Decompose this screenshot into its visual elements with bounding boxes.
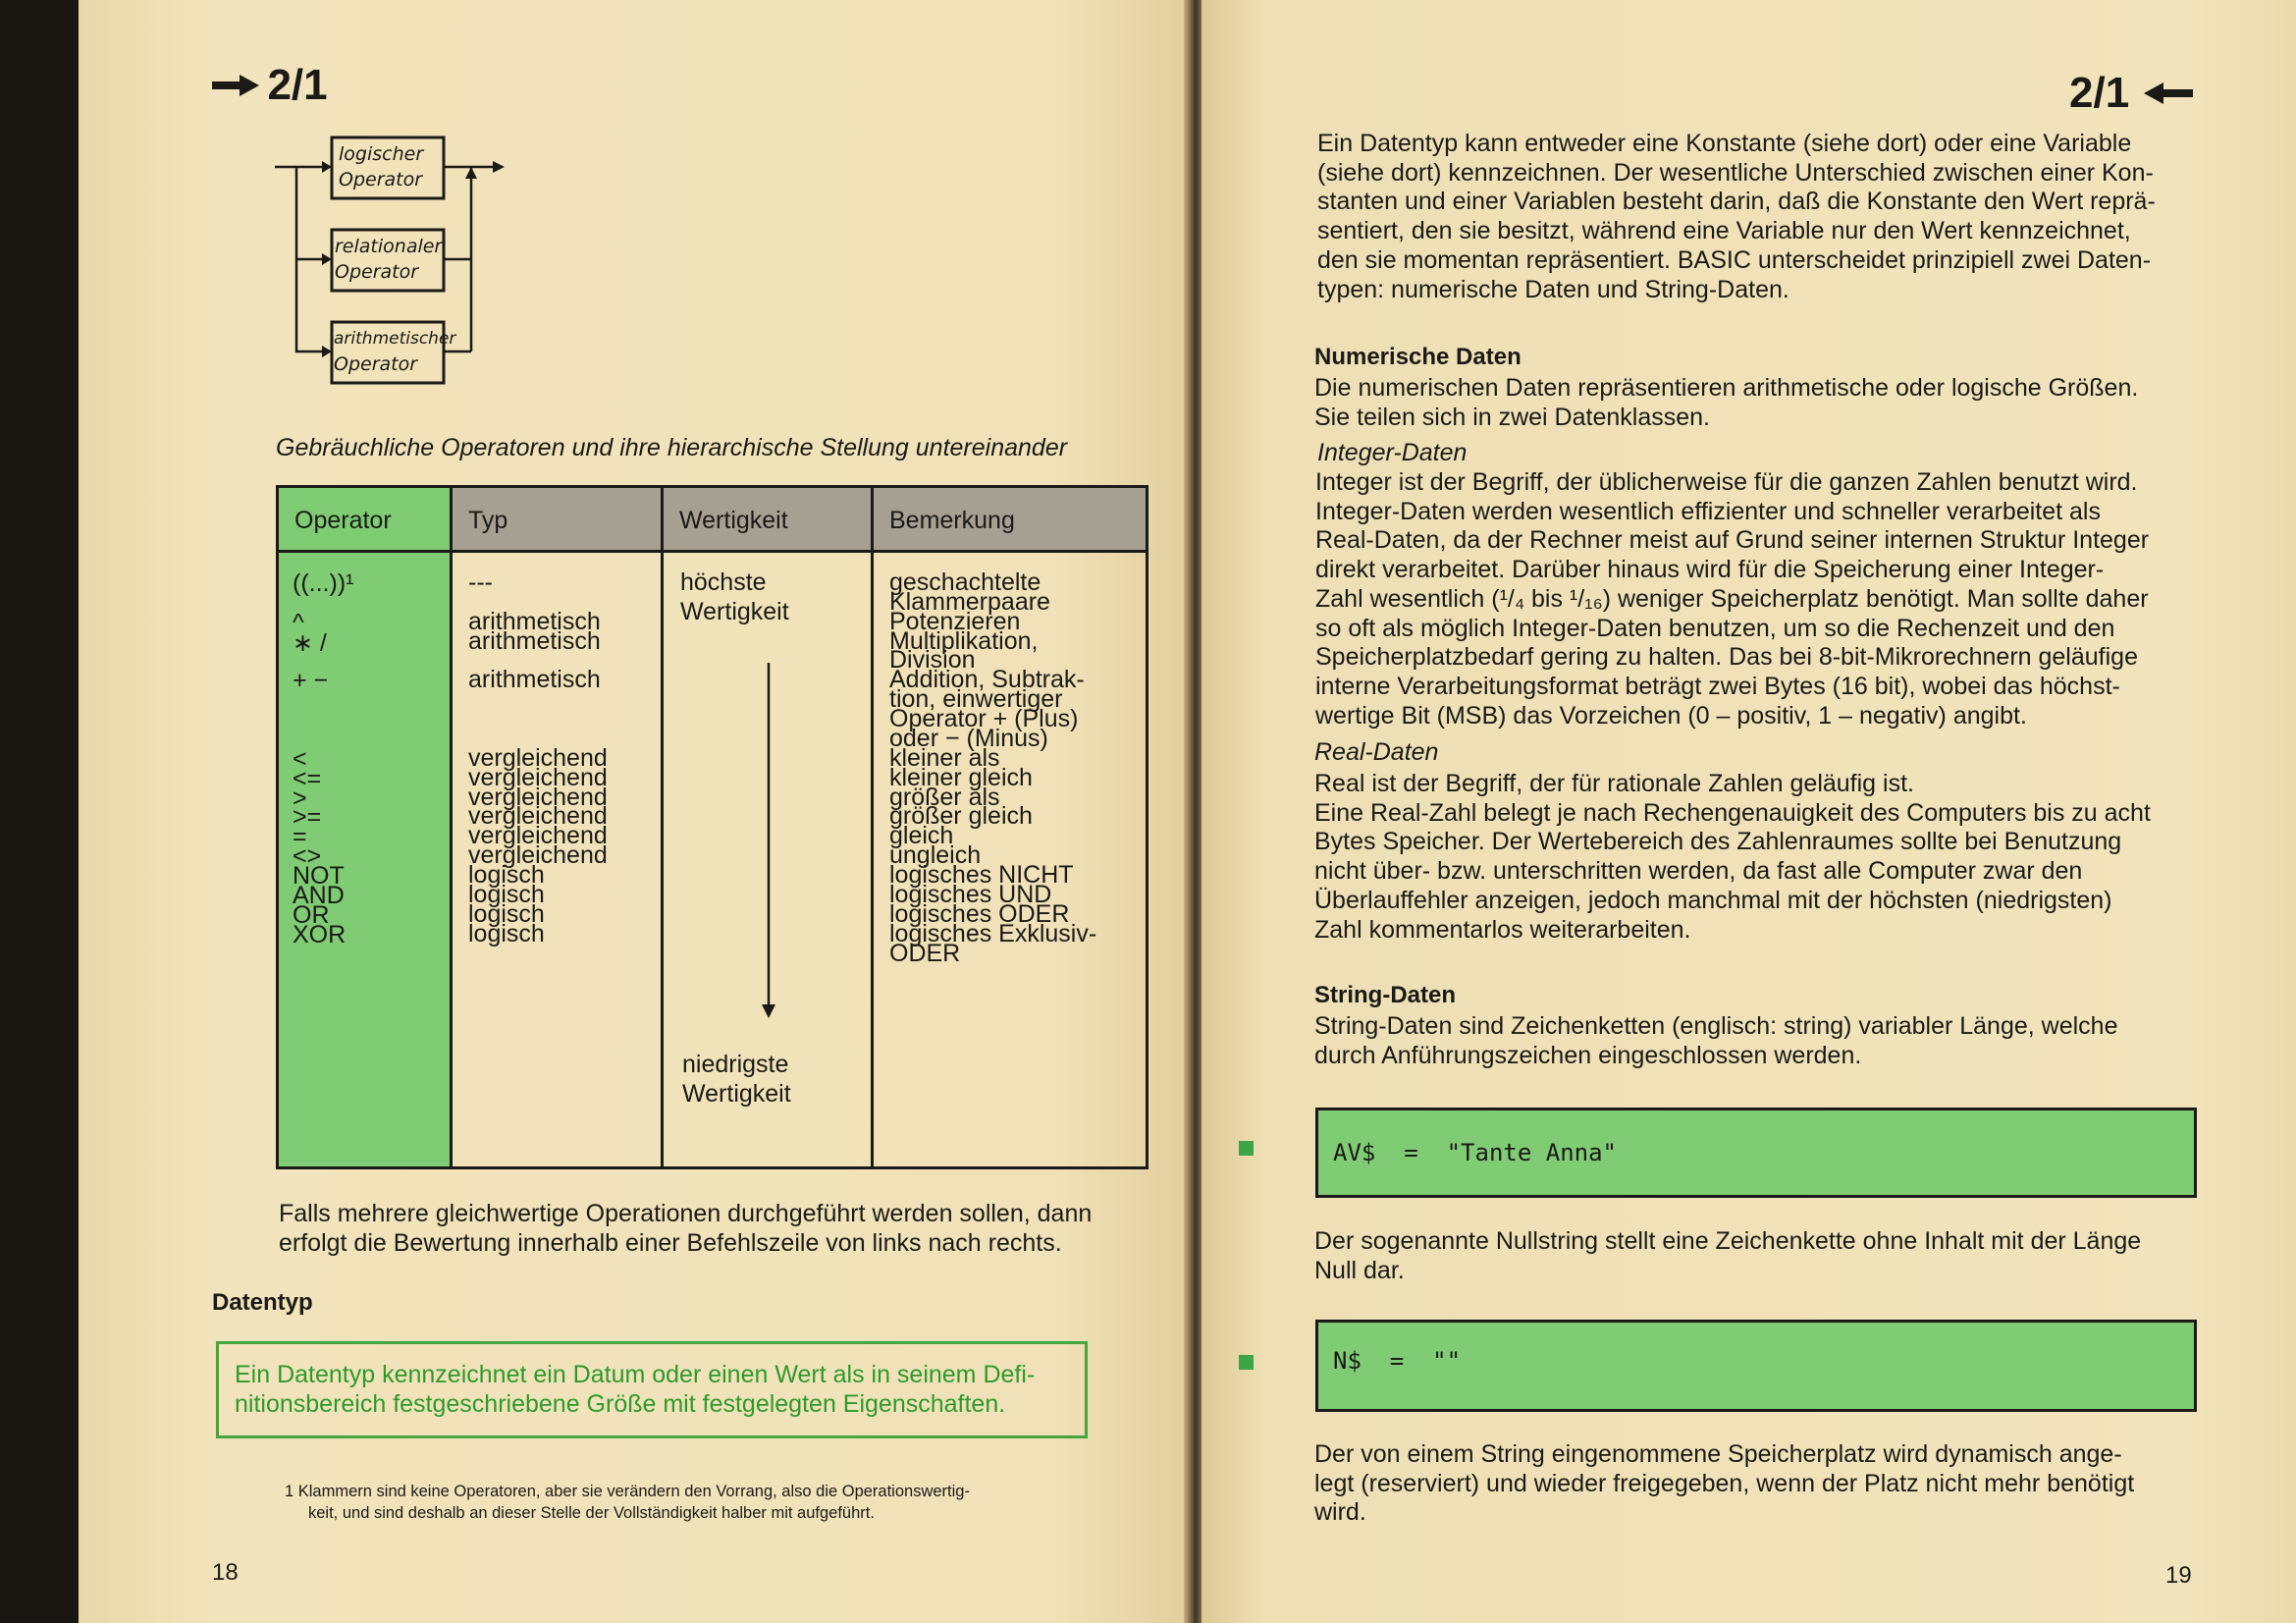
right-header bbox=[2069, 69, 2195, 118]
text-line: Ein Datentyp kann entweder eine Konstante (siehe dort) oder eine Variable bbox=[1317, 130, 2132, 157]
nullstring-paragraph bbox=[1314, 1227, 2141, 1285]
operator-cell: > bbox=[293, 784, 307, 812]
text-line: Real ist der Begriff, der für rationale Zahlen geläufig ist. bbox=[1314, 770, 1914, 797]
footnote: 1 Klammern sind keine Operatoren, aber sie verändern den Vorrang, also die Operationswertig- keit, und sind deshalb an dieser Stelle der Vollständigkeit halber mit aufgeführt. bbox=[285, 1483, 970, 1522]
remark-cell: logisches Exklusiv- bbox=[889, 919, 1097, 947]
text-line: Eine Real-Zahl belegt je nach Rechengenauigkeit des Computers bis zu acht bbox=[1314, 798, 2151, 827]
code-line-1: AV$ = "Tante Anna" bbox=[1333, 1139, 1617, 1166]
type-cell: logisch bbox=[468, 861, 545, 890]
remark-cell: Potenzieren bbox=[889, 607, 1021, 635]
operator-cell: <= bbox=[293, 764, 322, 792]
text-line: wird. bbox=[1314, 1498, 1366, 1527]
text-line: Zahl kommentarlos weiterarbeiten. bbox=[1314, 915, 1691, 944]
arrow-right-icon bbox=[210, 71, 263, 100]
remark-cell: tion, einwertiger bbox=[889, 685, 1063, 714]
paragraph-after-table: Falls mehrere gleichwertige Operationen durchgeführt werden sollen, dann erfolgt die Bewertung innerhalb einer Befehlszeile von links nach rechts. bbox=[279, 1200, 1093, 1257]
type-cell: vergleichend bbox=[468, 841, 608, 870]
remark-cell: größer als bbox=[889, 783, 1000, 811]
text-line: wertige Bit (MSB) das Vorzeichen (0 – positiv, 1 – negativ) angibt. bbox=[1315, 701, 2027, 730]
remark-cell: oder − (Minus) bbox=[889, 724, 1048, 752]
text-line: so oft als möglich Integer-Daten benutzen, um so die Rechenzeit und den bbox=[1315, 614, 2115, 642]
code-box-string-example bbox=[1315, 1108, 2197, 1198]
remark-cell: Addition, Subtrak- bbox=[889, 666, 1085, 694]
left-page-number: 18 bbox=[212, 1559, 239, 1586]
type-cell: vergleichend bbox=[468, 763, 608, 791]
type-cell: vergleichend bbox=[468, 802, 608, 831]
code-marker-2 bbox=[1239, 1355, 1254, 1370]
operator-cell: >= bbox=[293, 803, 322, 832]
arrow-left-icon bbox=[2142, 79, 2195, 108]
remark-cell: Division bbox=[889, 646, 976, 675]
text-line: Bytes Speicher. Der Wertebereich des Zahlenraumes sollte bei Benutzung bbox=[1314, 828, 2122, 856]
code-line-2: N$ = "" bbox=[1333, 1347, 1462, 1375]
text-line: Der von einem String eingenommene Speicherplatz wird dynamisch ange- bbox=[1314, 1440, 2122, 1468]
wertigkeit-high-2: Wertigkeit bbox=[680, 598, 789, 625]
text-line: nicht über- bzw. unterschritten werden, da fast alle Computer zwar den bbox=[1314, 857, 2083, 886]
header-bemerkung: Bemerkung bbox=[874, 488, 1146, 553]
definition-box: Ein Datentyp kennzeichnet ein Datum oder einen Wert als in seinem Defi- nitionsbereich festgeschriebene Größe mit festgelegten Eigenschaften. bbox=[216, 1341, 1088, 1438]
text-line: (siehe dort) kennzeichnen. Der wesentliche Unterschied zwischen einer Kon- bbox=[1317, 158, 2154, 187]
operator-cell: = bbox=[293, 823, 307, 851]
remark-cell: ungleich bbox=[889, 841, 982, 870]
left-header bbox=[210, 61, 328, 110]
final-paragraph bbox=[1314, 1440, 2134, 1528]
integer-heading: Integer-Daten bbox=[1317, 439, 1468, 466]
text-line: den sie momentan repräsentiert. BASIC unterscheidet prinzipiell zwei Daten- bbox=[1317, 245, 2152, 274]
right-page-number: 19 bbox=[2165, 1562, 2192, 1589]
text-line: Überlauffehler anzeigen, jedoch manchmal mit der höchsten (niedrigsten) bbox=[1314, 886, 2112, 914]
operator-cell: XOR bbox=[293, 920, 347, 948]
text-line: Real-Daten, da der Rechner meist auf Grund seiner internen Struktur Integer bbox=[1315, 526, 2150, 555]
table-caption: Gebräuchliche Operatoren und ihre hierarchische Stellung untereinander bbox=[276, 434, 1068, 461]
remark-cell: Klammerpaare bbox=[889, 587, 1050, 616]
arrow-down-icon bbox=[754, 663, 783, 1026]
text-line: durch Anführungszeichen eingeschlossen werden. bbox=[1314, 1041, 1862, 1069]
text-line: String-Daten sind Zeichenketten (englisch: string) variabler Länge, welche bbox=[1314, 1012, 2118, 1040]
type-cell: arithmetisch bbox=[468, 607, 601, 635]
type-cell: vergleichend bbox=[468, 822, 608, 850]
real-paragraph bbox=[1314, 770, 2151, 945]
operator-cell: AND bbox=[293, 881, 345, 909]
operator-cell: < bbox=[293, 744, 307, 773]
book-spine bbox=[1184, 0, 1201, 1623]
text-line: legt (reserviert) und wieder freigegeben, wenn der Platz nicht mehr benötigt bbox=[1314, 1469, 2135, 1497]
remark-cell: kleiner als bbox=[889, 743, 1000, 772]
remark-cell: Operator + (Plus) bbox=[889, 705, 1079, 733]
type-cell: arithmetisch bbox=[468, 626, 601, 655]
text-line: interne Verarbeitungsformat beträgt zwei Bytes (16 bit), wobei das höchst- bbox=[1315, 672, 2120, 700]
remark-cell: logisches UND bbox=[889, 880, 1052, 908]
text-line: Zahl wesentlich (¹/₄ bis ¹/₁₆) weniger Speicherplatz benötigt. Man sollte daher bbox=[1315, 584, 2149, 613]
text-line: Integer ist der Begriff, der üblicherweise für die ganzen Zahlen benutzt wird. bbox=[1315, 468, 2138, 496]
operator-cell: ^ bbox=[293, 608, 304, 636]
remark-cell: logisches ODER bbox=[889, 899, 1070, 928]
wertigkeit-low-1: niedrigste bbox=[682, 1051, 789, 1078]
text-line: sentiert, den sie besitzt, während eine Variable nur den Wert kennzeichnet, bbox=[1317, 217, 2131, 245]
numeric-paragraph bbox=[1314, 374, 2138, 432]
string-paragraph bbox=[1314, 1012, 2117, 1070]
header-operator: Operator bbox=[279, 488, 453, 553]
text-line: Integer-Daten werden wesentlich effizienter und schneller verarbeitet als bbox=[1315, 497, 2101, 525]
code-marker-1 bbox=[1239, 1141, 1254, 1156]
type-cell: --- bbox=[468, 568, 493, 596]
text-line: typen: numerische Daten und String-Daten. bbox=[1317, 275, 1789, 303]
text-line: direkt verarbeitet. Darüber hinaus wird für die Speicherung einer Integer- bbox=[1315, 556, 2105, 584]
text-line: Speicherplatzbedarf gering zu halten. Das bei 8-bit-Mikrorechnern geläufige bbox=[1315, 643, 2138, 672]
remark-cell: logisches NICHT bbox=[889, 861, 1074, 890]
operator-cell: OR bbox=[293, 900, 330, 929]
remark-cell: Multiplikation, bbox=[889, 626, 1039, 655]
operator-cell: + − bbox=[293, 667, 329, 695]
operator-table bbox=[276, 485, 1148, 1169]
header-typ: Typ bbox=[453, 488, 664, 553]
text-line: stanten und einer Variablen besteht darin, daß die Konstante den Wert reprä- bbox=[1317, 188, 2156, 216]
operator-cell: <> bbox=[293, 842, 322, 871]
remark-cell: geschachtelte bbox=[889, 568, 1041, 596]
remark-cell: ODER bbox=[889, 939, 961, 967]
text-line: Null dar. bbox=[1314, 1256, 1405, 1284]
right-header-label: 2/1 bbox=[2069, 69, 2130, 117]
real-heading: Real-Daten bbox=[1314, 738, 1439, 766]
wertigkeit-low-2: Wertigkeit bbox=[682, 1080, 791, 1108]
operator-cell: NOT bbox=[293, 862, 345, 891]
type-cell: logisch bbox=[468, 880, 545, 908]
text-line: Der sogenannte Nullstring stellt eine Zeichenkette ohne Inhalt mit der Länge bbox=[1314, 1227, 2142, 1255]
intro-paragraph bbox=[1317, 130, 2156, 304]
type-cell: vergleichend bbox=[468, 783, 608, 811]
integer-paragraph bbox=[1315, 468, 2149, 730]
remark-cell: kleiner gleich bbox=[889, 763, 1033, 791]
text-line: Die numerischen Daten repräsentieren arithmetische oder logische Größen. bbox=[1314, 374, 2139, 402]
string-heading: String-Daten bbox=[1314, 982, 1456, 1008]
remark-cell: größer gleich bbox=[889, 802, 1033, 831]
header-wertigkeit: Wertigkeit bbox=[664, 488, 874, 553]
diagram-box-logical: logischer Operator bbox=[339, 143, 424, 190]
operator-cell: ∗ / bbox=[293, 628, 327, 657]
type-cell: logisch bbox=[468, 919, 545, 947]
code-box-nullstring-example bbox=[1315, 1320, 2197, 1412]
diagram-box-arithmetic: arithmetischer Operator bbox=[334, 329, 456, 375]
left-header-label: 2/1 bbox=[267, 61, 328, 109]
datentyp-heading: Datentyp bbox=[212, 1289, 313, 1316]
type-cell: arithmetisch bbox=[468, 666, 601, 694]
wertigkeit-high-1: höchste bbox=[680, 568, 767, 596]
type-cell: vergleichend bbox=[468, 743, 608, 772]
text-line: Sie teilen sich in zwei Datenklassen. bbox=[1314, 403, 1710, 431]
diagram-box-relational: relationaler Operator bbox=[335, 236, 443, 283]
type-cell: logisch bbox=[468, 899, 545, 928]
operator-cell: ((...))¹ bbox=[293, 569, 354, 597]
remark-cell: gleich bbox=[889, 822, 954, 850]
numeric-heading: Numerische Daten bbox=[1314, 344, 1522, 370]
